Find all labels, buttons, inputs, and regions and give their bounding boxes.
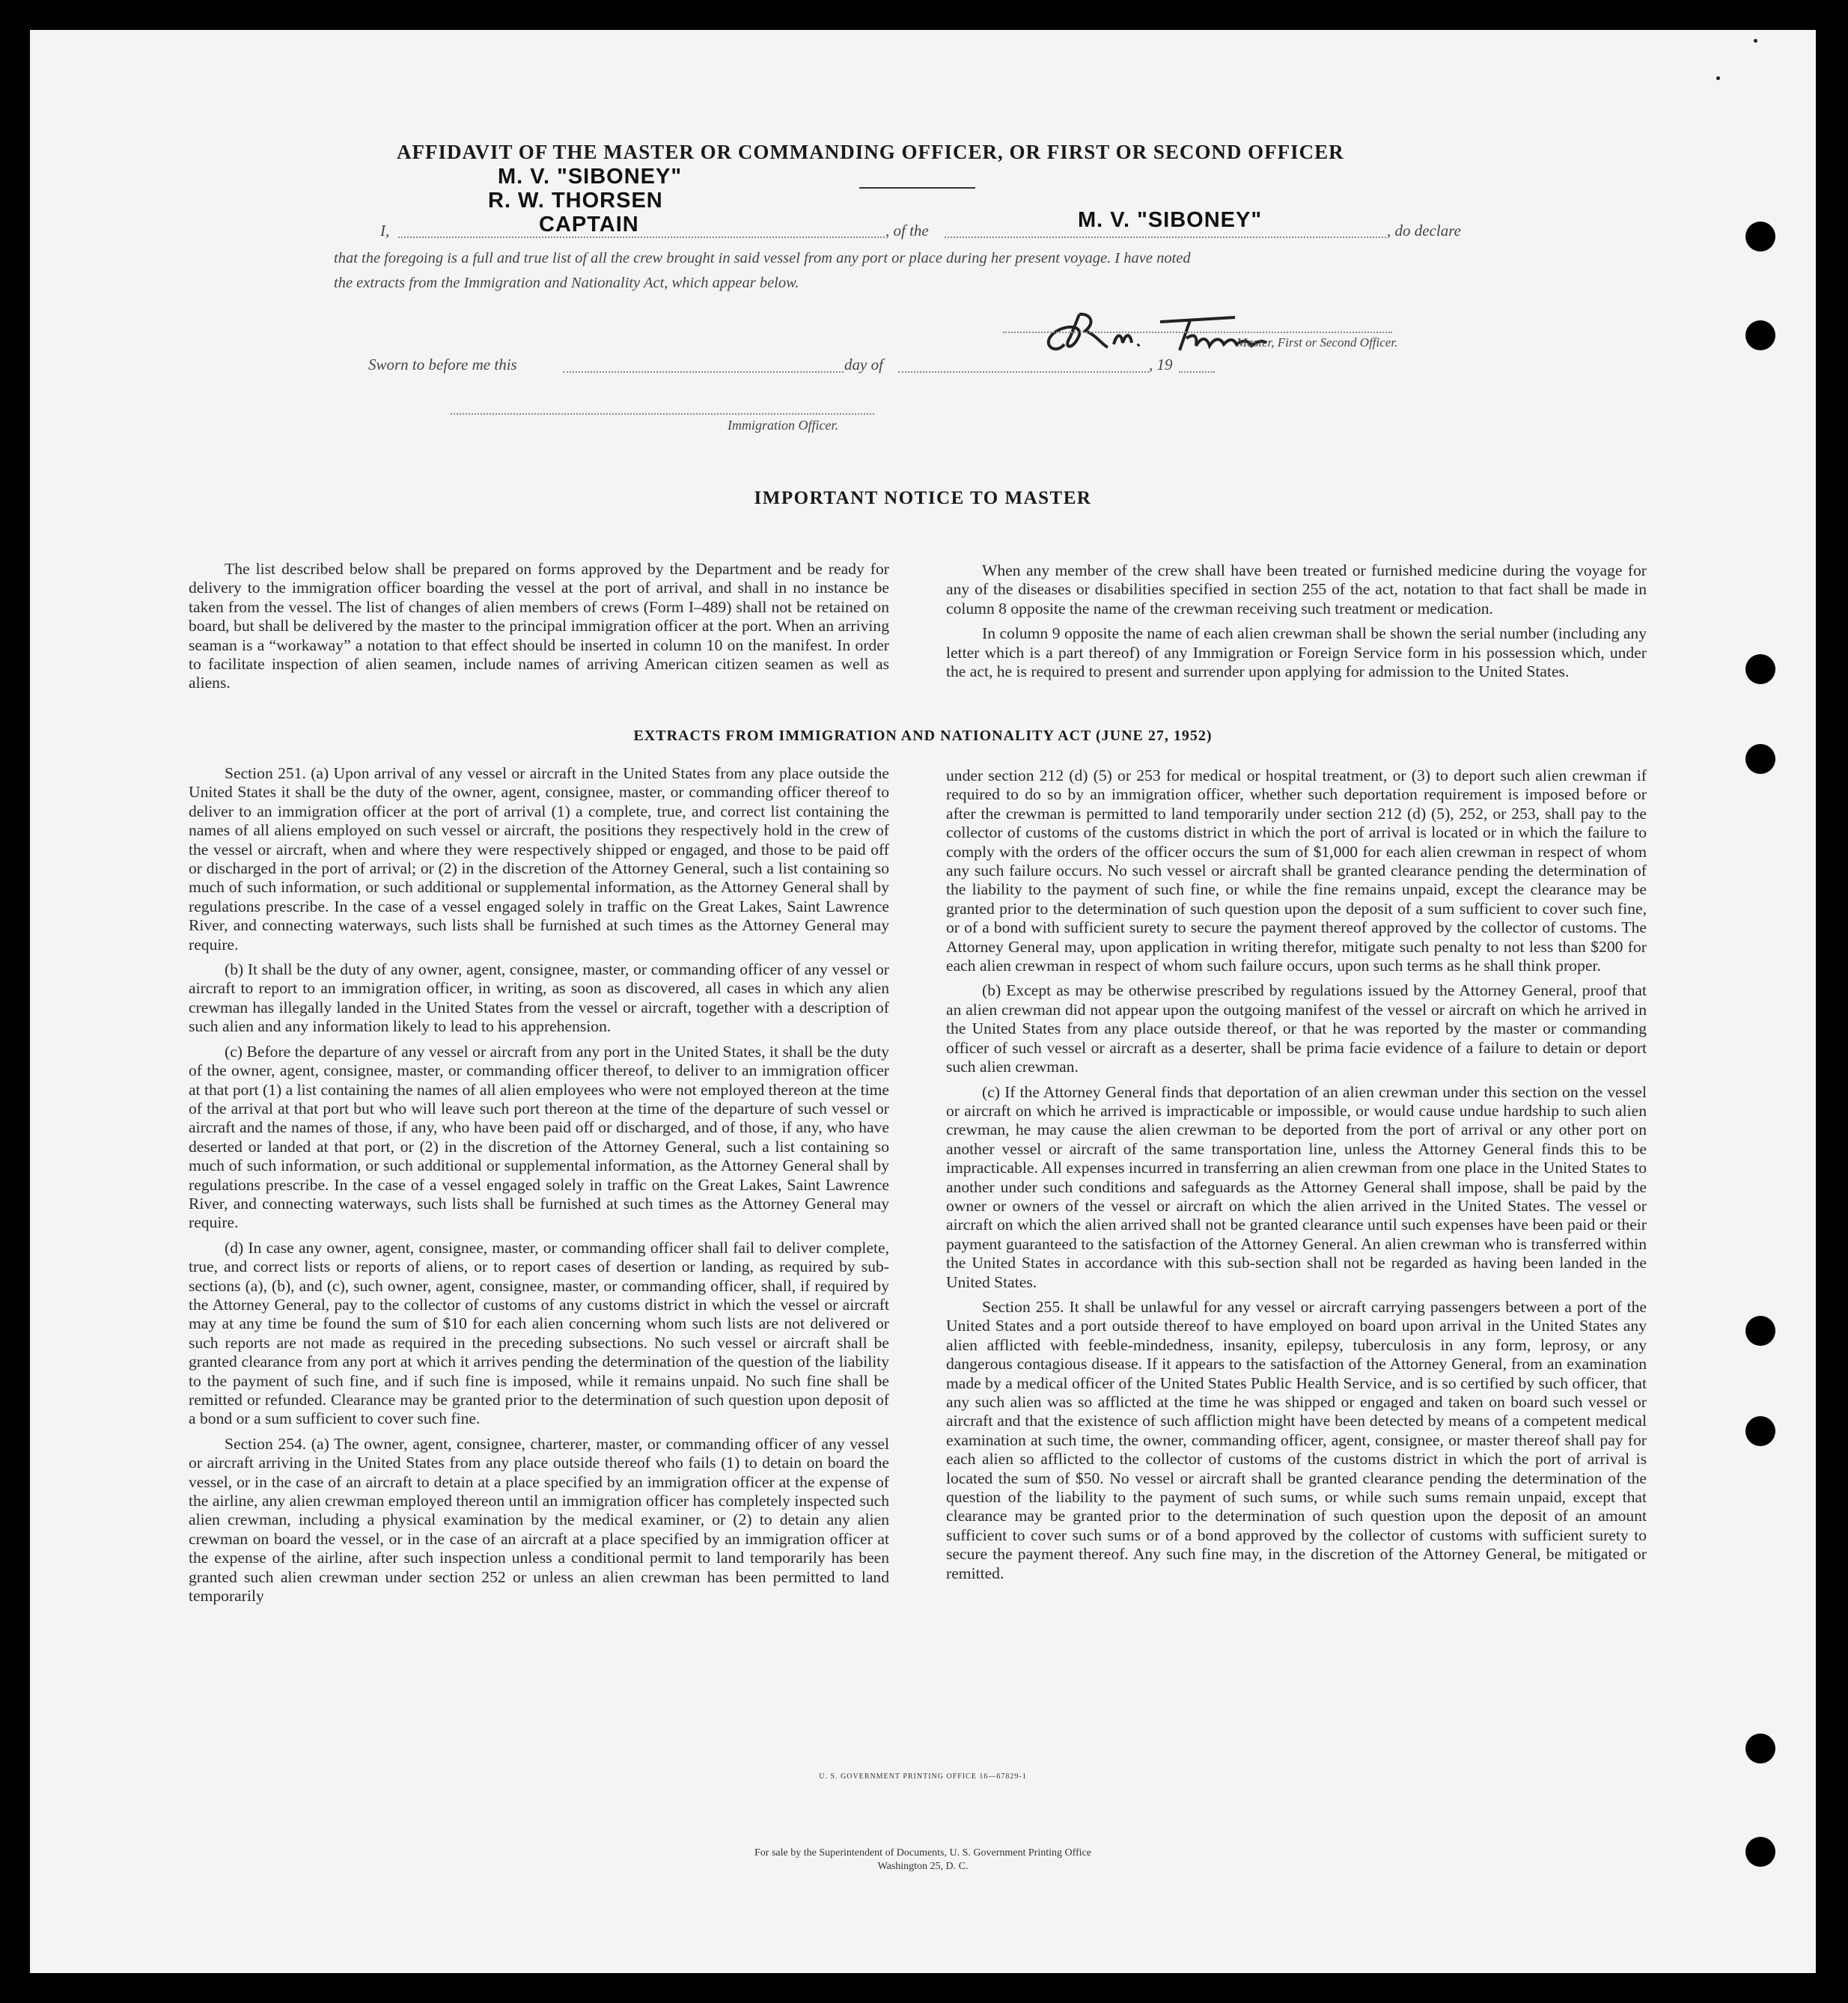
binder-hole: [1745, 654, 1775, 684]
stamp-master-name: R. W. THORSEN: [488, 189, 663, 213]
section-254-c: (c) If the Attorney General finds that deportation of an alien crewman under this section on the vessel or aircraft on which he arrived is impracticable or impossible, or would cause undue hardship to such alien crewman, he may cause the alien crewman to be deported from the port of arrival or any other port on another vessel or aircraft of the same transportation line, unless the Attorney General finds this to be impracticable. All expenses incurred in transferring an alien crewman from one place in the United States to another under such conditions and safeguards as the Attorney General shall impose, shall be paid by the owner or owners of the vessel or aircraft on which the alien arrived in the United States. The vessel or aircraft on which the alien arrived shall not be granted clearance until such expenses have been paid or their payment guaranteed to the satisfaction of the Attorney General. An alien crewman who is transferred within the United States in accordance with this sub-section shall not be regarded as having been landed in the United States.: [946, 1082, 1647, 1291]
year-label: , 19: [1149, 356, 1173, 374]
extracts-right-column: [946, 766, 1647, 1589]
document-page: [30, 30, 1816, 1973]
vessel-name-stamp: M. V. "SIBONEY": [1078, 208, 1263, 232]
binder-hole: [1745, 1734, 1775, 1763]
notice-right-paragraph-2: In column 9 opposite the name of each alien crewman shall be shown the serial number (including any letter which is a part thereof) of any Immigration or Foreign Service form in his possession which, under the act, he is required to present and surrender upon applying for admission to the United States.: [946, 624, 1647, 681]
officer-caption: Immigration Officer.: [728, 418, 838, 433]
binder-hole: [1745, 744, 1775, 774]
immigration-officer-line: [451, 413, 874, 415]
notice-right-paragraph-1: When any member of the crew shall have been treated or furnished medicine during the voyage for any of the diseases or disabilities specified in section 255 of the act, notation to that fact shall be made in column 8 opposite the name of the crewman receiving such treatment or medication.: [946, 561, 1647, 618]
binder-hole: [1745, 1316, 1775, 1346]
day-of-label: day of: [844, 356, 883, 374]
sale-line-2: Washington 25, D. C.: [877, 1861, 969, 1872]
do-declare-label: , do declare: [1387, 222, 1461, 240]
master-name-line: [398, 237, 885, 238]
section-251-c: (c) Before the departure of any vessel or aircraft from any port in the United States, it shall be the duty of the owner, agent, consignee, master, or commanding officer thereof, to deliver to an immigration officer at that port (1) a list containing the names of all alien employees who were not employed thereon at the time of the arrival at that port but who will leave such port thereon at the time of the departure of such vessel or aircraft and the names of those, if any, who have been paid off or discharged, and of those, if any, who have deserted or landed at that port, or (2) in the discretion of the Attorney General, such a list containing so much of such information, or such additional or supplemental information, as the Attorney General shall by regulations prescribe. In the case of a vessel engaged solely in traffic on the Great Lakes, Saint Lawrence River, and connecting waterways, such lists shall be furnished at such times as the Attorney General may require.: [189, 1042, 889, 1232]
declaration-line-2: the extracts from the Immigration and Nationality Act, which appear below.: [334, 275, 799, 291]
sworn-month-line: [898, 371, 1149, 373]
binder-hole: [1745, 1416, 1775, 1446]
section-251-a: Section 251. (a) Upon arrival of any vessel or aircraft in the United States from any place outside the United States it shall be the duty of the owner, agent, consignee, master, or commanding officer thereof to deliver to an immigration officer at the port of arrival (1) a complete, true, and correct list containing the names of all aliens employed on such vessel or aircraft, the positions they respectively hold in the crew of the vessel or aircraft, when and where they were respectively shipped or engaged, and those to be paid off or discharged in the port of arrival; or (2) in the discretion of the Attorney General, such a list containing so much of such information, or such additional or supplemental information, as the Attorney General shall by regulations prescribe. In the case of a vessel engaged solely in traffic on the Great Lakes, Saint Lawrence River, and connecting waterways, such lists shall be furnished at such times as the Attorney General may require.: [189, 764, 889, 954]
section-251-b: (b) It shall be the duty of any owner, agent, consignee, master, or commanding officer of any vessel or aircraft to report to an immigration officer, in writing, as soon as discovered, all cases in which any alien crewman has illegally landed in the United States from the vessel or aircraft, together with a description of such alien and any information likely to lead to his apprehension.: [189, 960, 889, 1036]
notice-title: IMPORTANT NOTICE TO MASTER: [754, 488, 1092, 508]
extracts-left-column: [189, 764, 889, 1612]
binder-hole: [1745, 222, 1775, 251]
i-label: I,: [380, 222, 390, 240]
notice-left-column: [189, 560, 889, 699]
signature-line: [1003, 332, 1392, 333]
binder-hole: [1745, 1837, 1775, 1867]
sworn-day-line: [563, 371, 844, 373]
extracts-title: EXTRACTS FROM IMMIGRATION AND NATIONALITY ACT (JUNE 27, 1952): [633, 728, 1213, 744]
sworn-year-line: [1179, 371, 1215, 373]
scan-speck: [1716, 76, 1720, 80]
signature-caption: Master, First or Second Officer.: [1236, 335, 1398, 350]
notice-left-paragraph: The list described below shall be prepared on forms approved by the Department and be ready for delivery to the immigration officer boarding the vessel at the port of arrival, and shall in no instance be taken from the vessel. The list of changes of alien members of crews (Form I–489) shall not be retained on board, but shall be delivered by the master to the principal immigration officer at the port. When an arriving seaman is a “workaway” a notation to that effect should be inserted in column 10 on the manifest. In order to facilitate inspection of alien seamen, include names of arriving American citizen seamen as well as aliens.: [189, 560, 889, 692]
section-251-d: (d) In case any owner, agent, consignee, master, or commanding officer shall fail to deliver complete, true, and correct lists or reports of aliens, or to report cases of desertion or landing, as required by sub-sections (a), (b), and (c), such owner, agent, consignee, master, or commanding officer, shall, if required by the Attorney General, pay to the collector of customs of any customs district in which the vessel or aircraft may at any time be found the sum of $10 for each alien concerning whom such lists are not delivered or such reports are not made as required in the preceding subsections. No such vessel or aircraft shall be granted clearance from any port at which it arrives pending the determination of the question of the liability to the payment of such fine, and if such fine is imposed, while it remains unpaid. No such fine shall be remitted or refunded. Clearance may be granted prior to the determination of such question upon deposit of a bond or a sum sufficient to cover such fine.: [189, 1238, 889, 1428]
scan-speck: [1754, 39, 1757, 43]
declaration-line-1: that the foregoing is a full and true list of all the crew brought in said vessel from any port or place during her present voyage. I have noted: [334, 250, 1191, 266]
printing-office-note: U. S. GOVERNMENT PRINTING OFFICE 16—67829-1: [819, 1772, 1027, 1781]
sworn-label: Sworn to before me this: [368, 356, 517, 374]
stamp-vessel-name: M. V. "SIBONEY": [498, 165, 683, 189]
notice-right-column: [946, 561, 1647, 687]
vessel-line: [945, 237, 1386, 238]
binder-hole: [1745, 320, 1775, 350]
section-254-b: (b) Except as may be otherwise prescribed by regulations issued by the Attorney General, proof that an alien crewman did not appear upon the outgoing manifest of the vessel or aircraft on which he arrived in the United States from any place outside thereof, or that he was reported by the master or commanding officer of such vessel or aircraft as a deserter, shall be prima facie evidence of a failure to detain or deport such alien crewman.: [946, 981, 1647, 1076]
affidavit-title: AFFIDAVIT OF THE MASTER OR COMMANDING OFFICER, OR FIRST OR SECOND OFFICER: [397, 141, 1344, 163]
stamp-master-rank: CAPTAIN: [539, 213, 639, 237]
section-255: Section 255. It shall be unlawful for any vessel or aircraft carrying passengers between a port of the United States and a port outside thereof to have employed on board upon arrival in the United States any alien afflicted with feeble-mindedness, insanity, epilepsy, tuberculosis in any form, leprosy, or any dangerous contagious disease. If it appears to the satisfaction of the Attorney General, from an examination made by a medical officer of the United States Public Health Service, and is so certified by such officer, that any such alien was so afflicted at the time he was shipped or engaged and taken on board such vessel or aircraft and that the existence of such affliction might have been detected by means of a competent medical examination at such time, the owner, commanding officer, agent, consignee, or master thereof shall pay for each alien so afflicted to the collector of customs of the customs district in which the port of arrival is located the sum of $50. No vessel or aircraft shall be granted clearance pending the determination of the question of the liability to the payment of such sums, or while such sums remain unpaid, except that clearance may be granted prior to the determination of such question upon the deposit of an amount sufficient to cover such sums or of a bond approved by the collector of customs with sufficient surety to secure the payment thereof. Any such fine may, in the discretion of the Attorney General, be mitigated or remitted.: [946, 1297, 1647, 1582]
header-rule: [859, 187, 975, 189]
sale-line-1: For sale by the Superintendent of Documents, U. S. Government Printing Office: [754, 1847, 1091, 1859]
master-signature: [1033, 292, 1347, 374]
of-the-label: , of the: [885, 222, 929, 240]
section-254-a: Section 254. (a) The owner, agent, consignee, charterer, master, or commanding officer of any vessel or aircraft arriving in the United States from any place outside thereof who fails (1) to detain on board the vessel, or in the case of an aircraft to detain at a place specified by an immigration officer at the expense of the airline, any alien crewman employed thereon until an immigration officer has completely inspected such alien crewman, including a physical examination by the medical examiner, or (2) to detain any alien crewman on board the vessel, or in the case of an aircraft at a place specified by an immigration officer at the expense of the airline, after such inspection unless a conditional permit to land temporarily has been granted such alien crewman under section 252 or unless an alien crewman has been permitted to land temporarily: [189, 1434, 889, 1606]
section-254-a-continued: under section 212 (d) (5) or 253 for medical or hospital treatment, or (3) to deport such alien crewman if required to do so by an immigration officer, whether such deportation requirement is imposed before or after the crewman is permitted to land temporarily under section 212 (d) (5), 252, or 253, shall pay to the collector of customs of the customs district in which the port of arrival is located or in which the failure to comply with the orders of the officer occurs the sum of $1,000 for each alien crewman in respect of whom any such failure occurs. No such vessel or aircraft shall be granted clearance pending the determination of the liability to the payment of such fine, or while the fine remains unpaid, except the clearance may be granted prior to the determination of such question upon the deposit of a sum sufficient to cover such fine, or of a bond with sufficient surety to secure the payment thereof approved by the collector of customs. The Attorney General may, upon application in writing therefor, mitigate such penalty to not less than $200 for each alien crewman in respect of whom such failure occurs, upon such terms as he shall think proper.: [946, 766, 1647, 975]
